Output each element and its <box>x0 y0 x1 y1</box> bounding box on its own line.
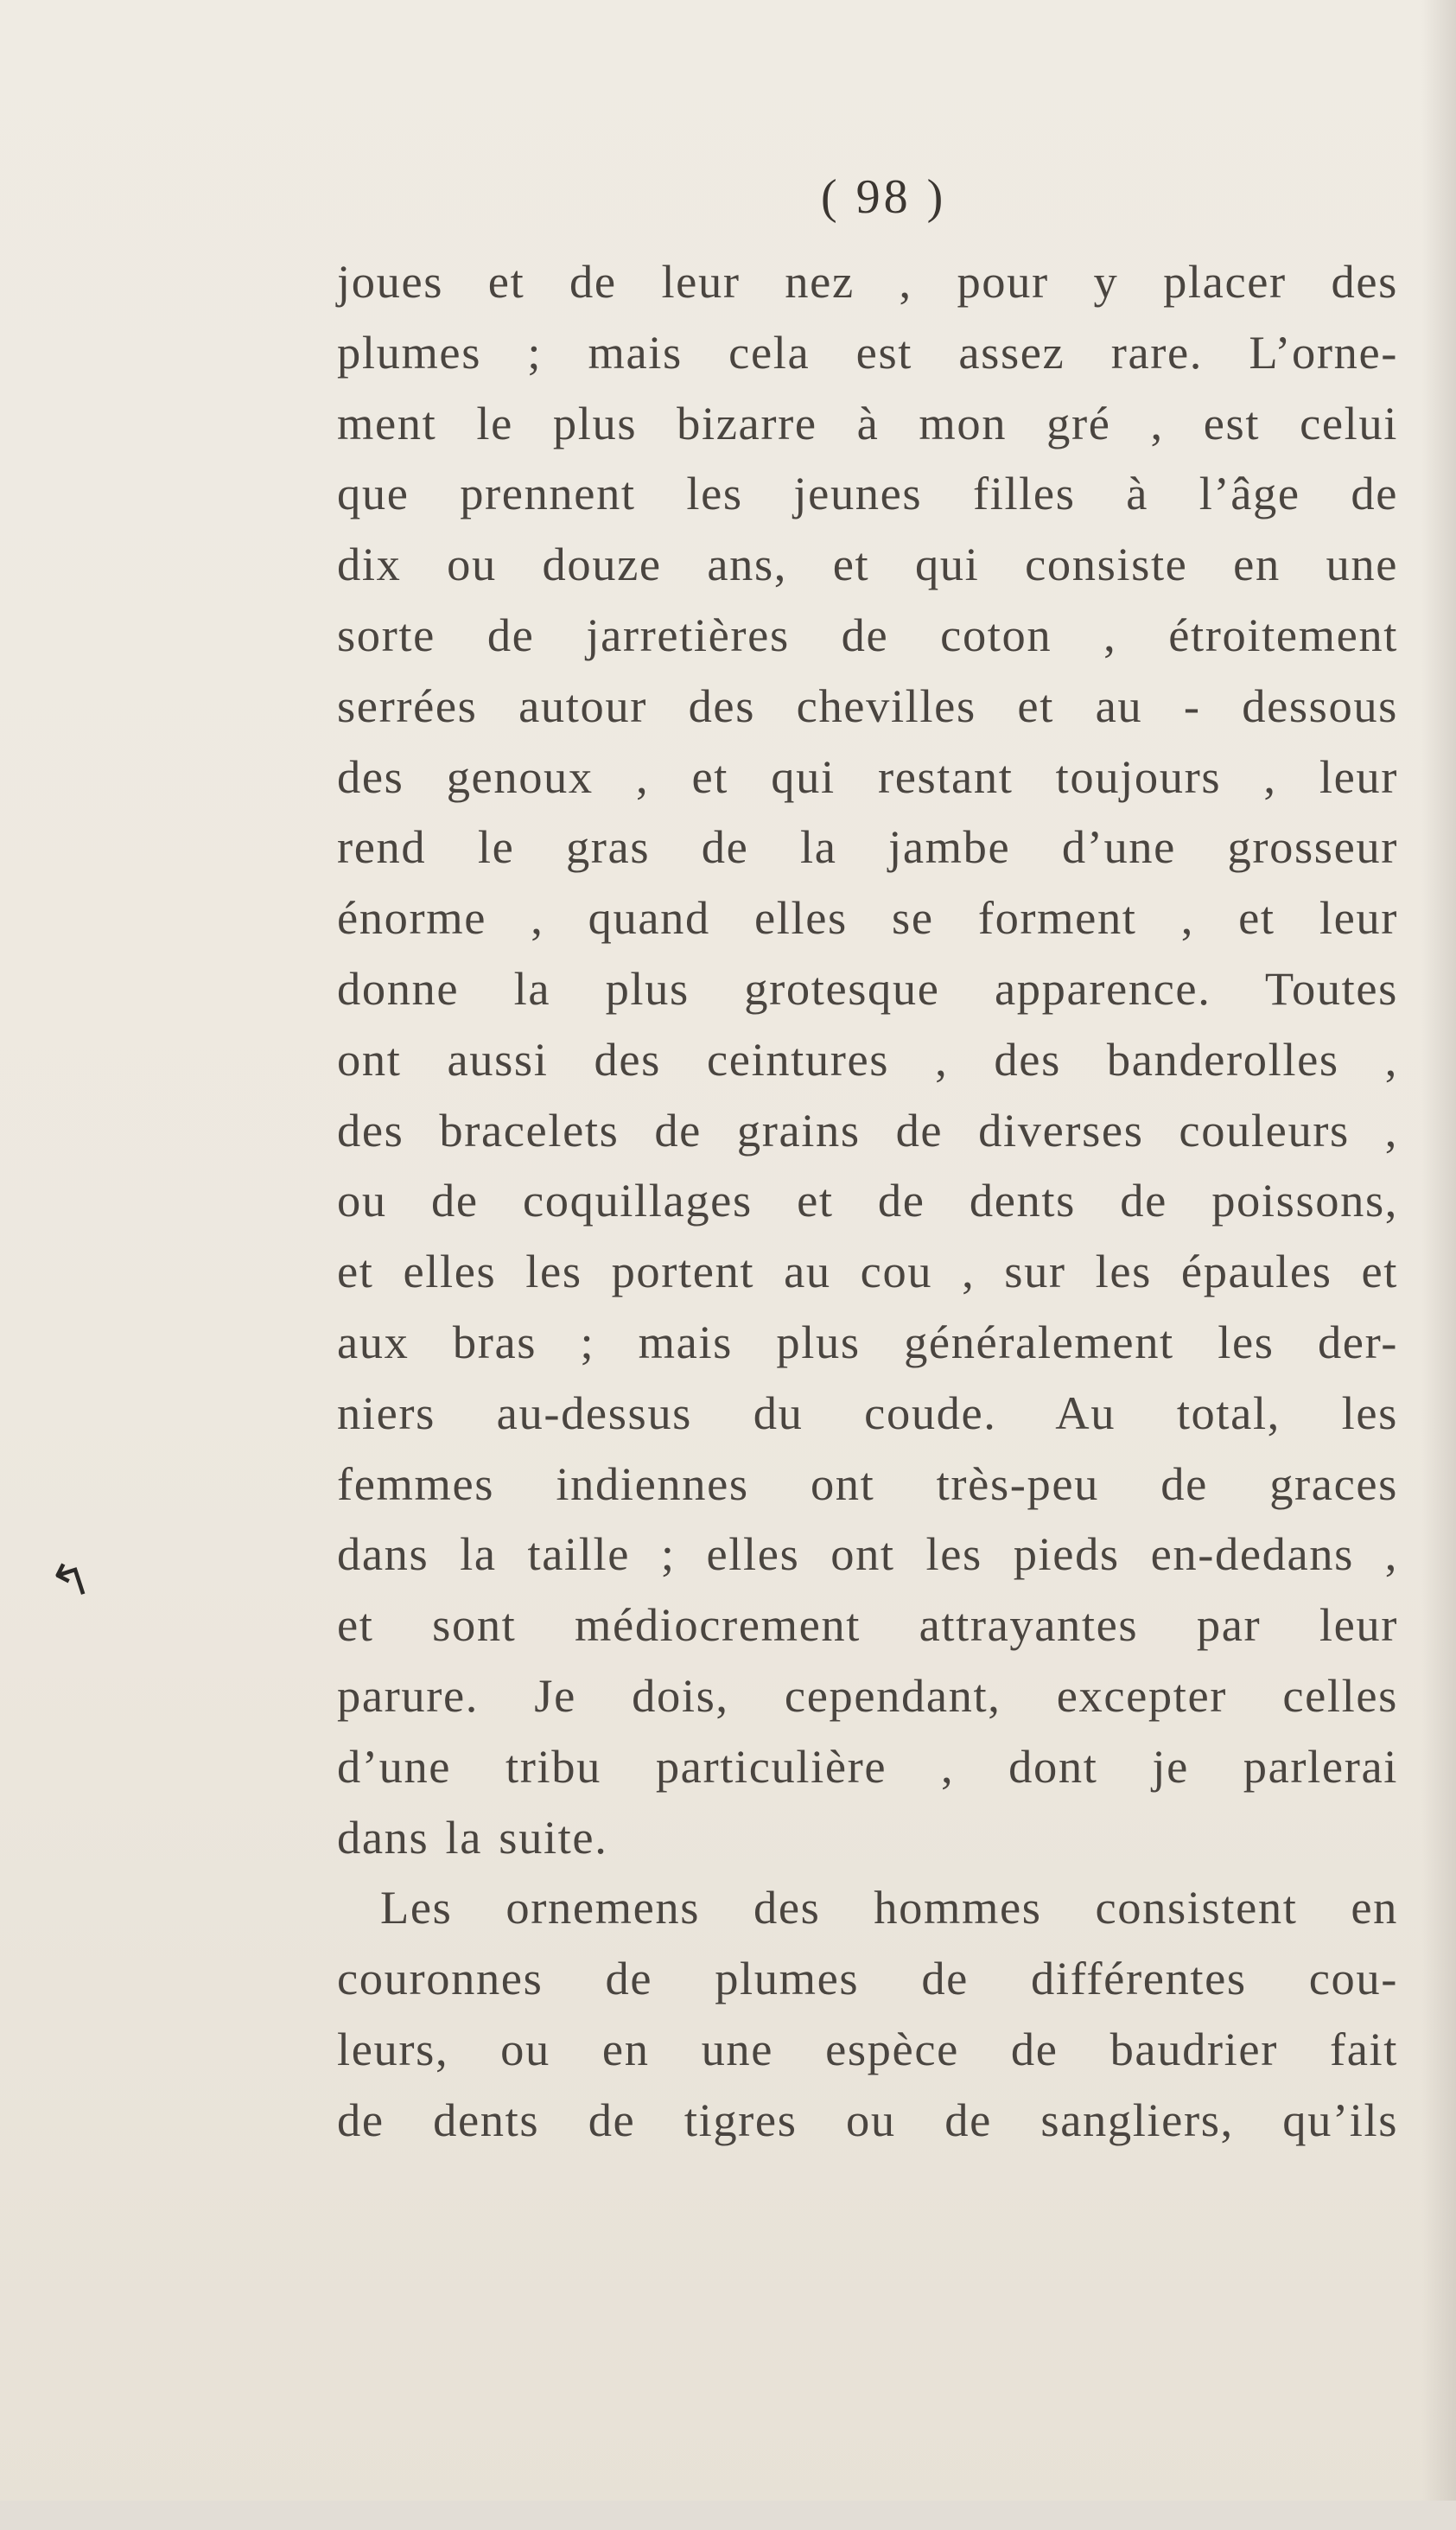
text-line: de dents de tigres ou de sangliers, qu’ils <box>337 2093 1398 2146</box>
text-line: et sont médiocrement attrayantes par leur <box>337 1598 1398 1652</box>
text-line: aux bras ; mais plus généralement les der- <box>337 1315 1398 1368</box>
text-line: donne la plus grotesque apparence. Toutes <box>337 961 1398 1015</box>
text-line: des genoux , et qui restant toujours , leur <box>337 749 1398 803</box>
text-line: et elles les portent au cou , sur les épaules et <box>337 1245 1398 1298</box>
text-line: rend le gras de la jambe d’une grosseur <box>337 820 1398 874</box>
text-line: dix ou douze ans, et qui consiste en une <box>337 538 1398 591</box>
text-line: couronnes de plumes de différentes cou- <box>337 1952 1398 2005</box>
text-line: des bracelets de grains de diverses couleurs , <box>337 1103 1398 1157</box>
text-line: que prennent les jeunes filles à l’âge de <box>337 467 1398 520</box>
text-line: ont aussi des ceintures , des banderolles , <box>337 1032 1398 1086</box>
text-line: joues et de leur nez , pour y placer des <box>337 255 1398 308</box>
body-text <box>337 246 1398 2156</box>
text-line: plumes ; mais cela est assez rare. L’orne- <box>337 325 1398 379</box>
text-line: d’une tribu particulière , dont je parlerai <box>337 1739 1398 1793</box>
text-line: ou de coquillages et de dents de poissons, <box>337 1174 1398 1227</box>
text-line: ment le plus bizarre à mon gré , est celui <box>337 396 1398 449</box>
text-line-paragraph-start: Les ornemens des hommes consistent en <box>380 1881 1398 1934</box>
text-line-paragraph-end: dans la suite. <box>337 1810 608 1864</box>
text-line: niers au-dessus du coude. Au total, les <box>337 1386 1398 1439</box>
margin-mark: ↰ <box>42 1550 99 1614</box>
page-edge-shadow <box>1421 0 1456 2530</box>
text-line: énorme , quand elles se forment , et leur <box>337 891 1398 945</box>
text-line: parure. Je dois, cependant, excepter celles <box>337 1668 1398 1722</box>
text-line: femmes indiennes ont très-peu de graces <box>337 1456 1398 1510</box>
text-line: leurs, ou en une espèce de baudrier fait <box>337 2022 1398 2075</box>
page-number: ( 98 ) <box>821 170 947 224</box>
page-bottom-edge <box>0 2501 1456 2530</box>
text-line: dans la taille ; elles ont les pieds en-dedans , <box>337 1527 1398 1581</box>
text-line: sorte de jarretières de coton , étroitement <box>337 608 1398 661</box>
text-line: serrées autour des chevilles et au - dessous <box>337 679 1398 732</box>
